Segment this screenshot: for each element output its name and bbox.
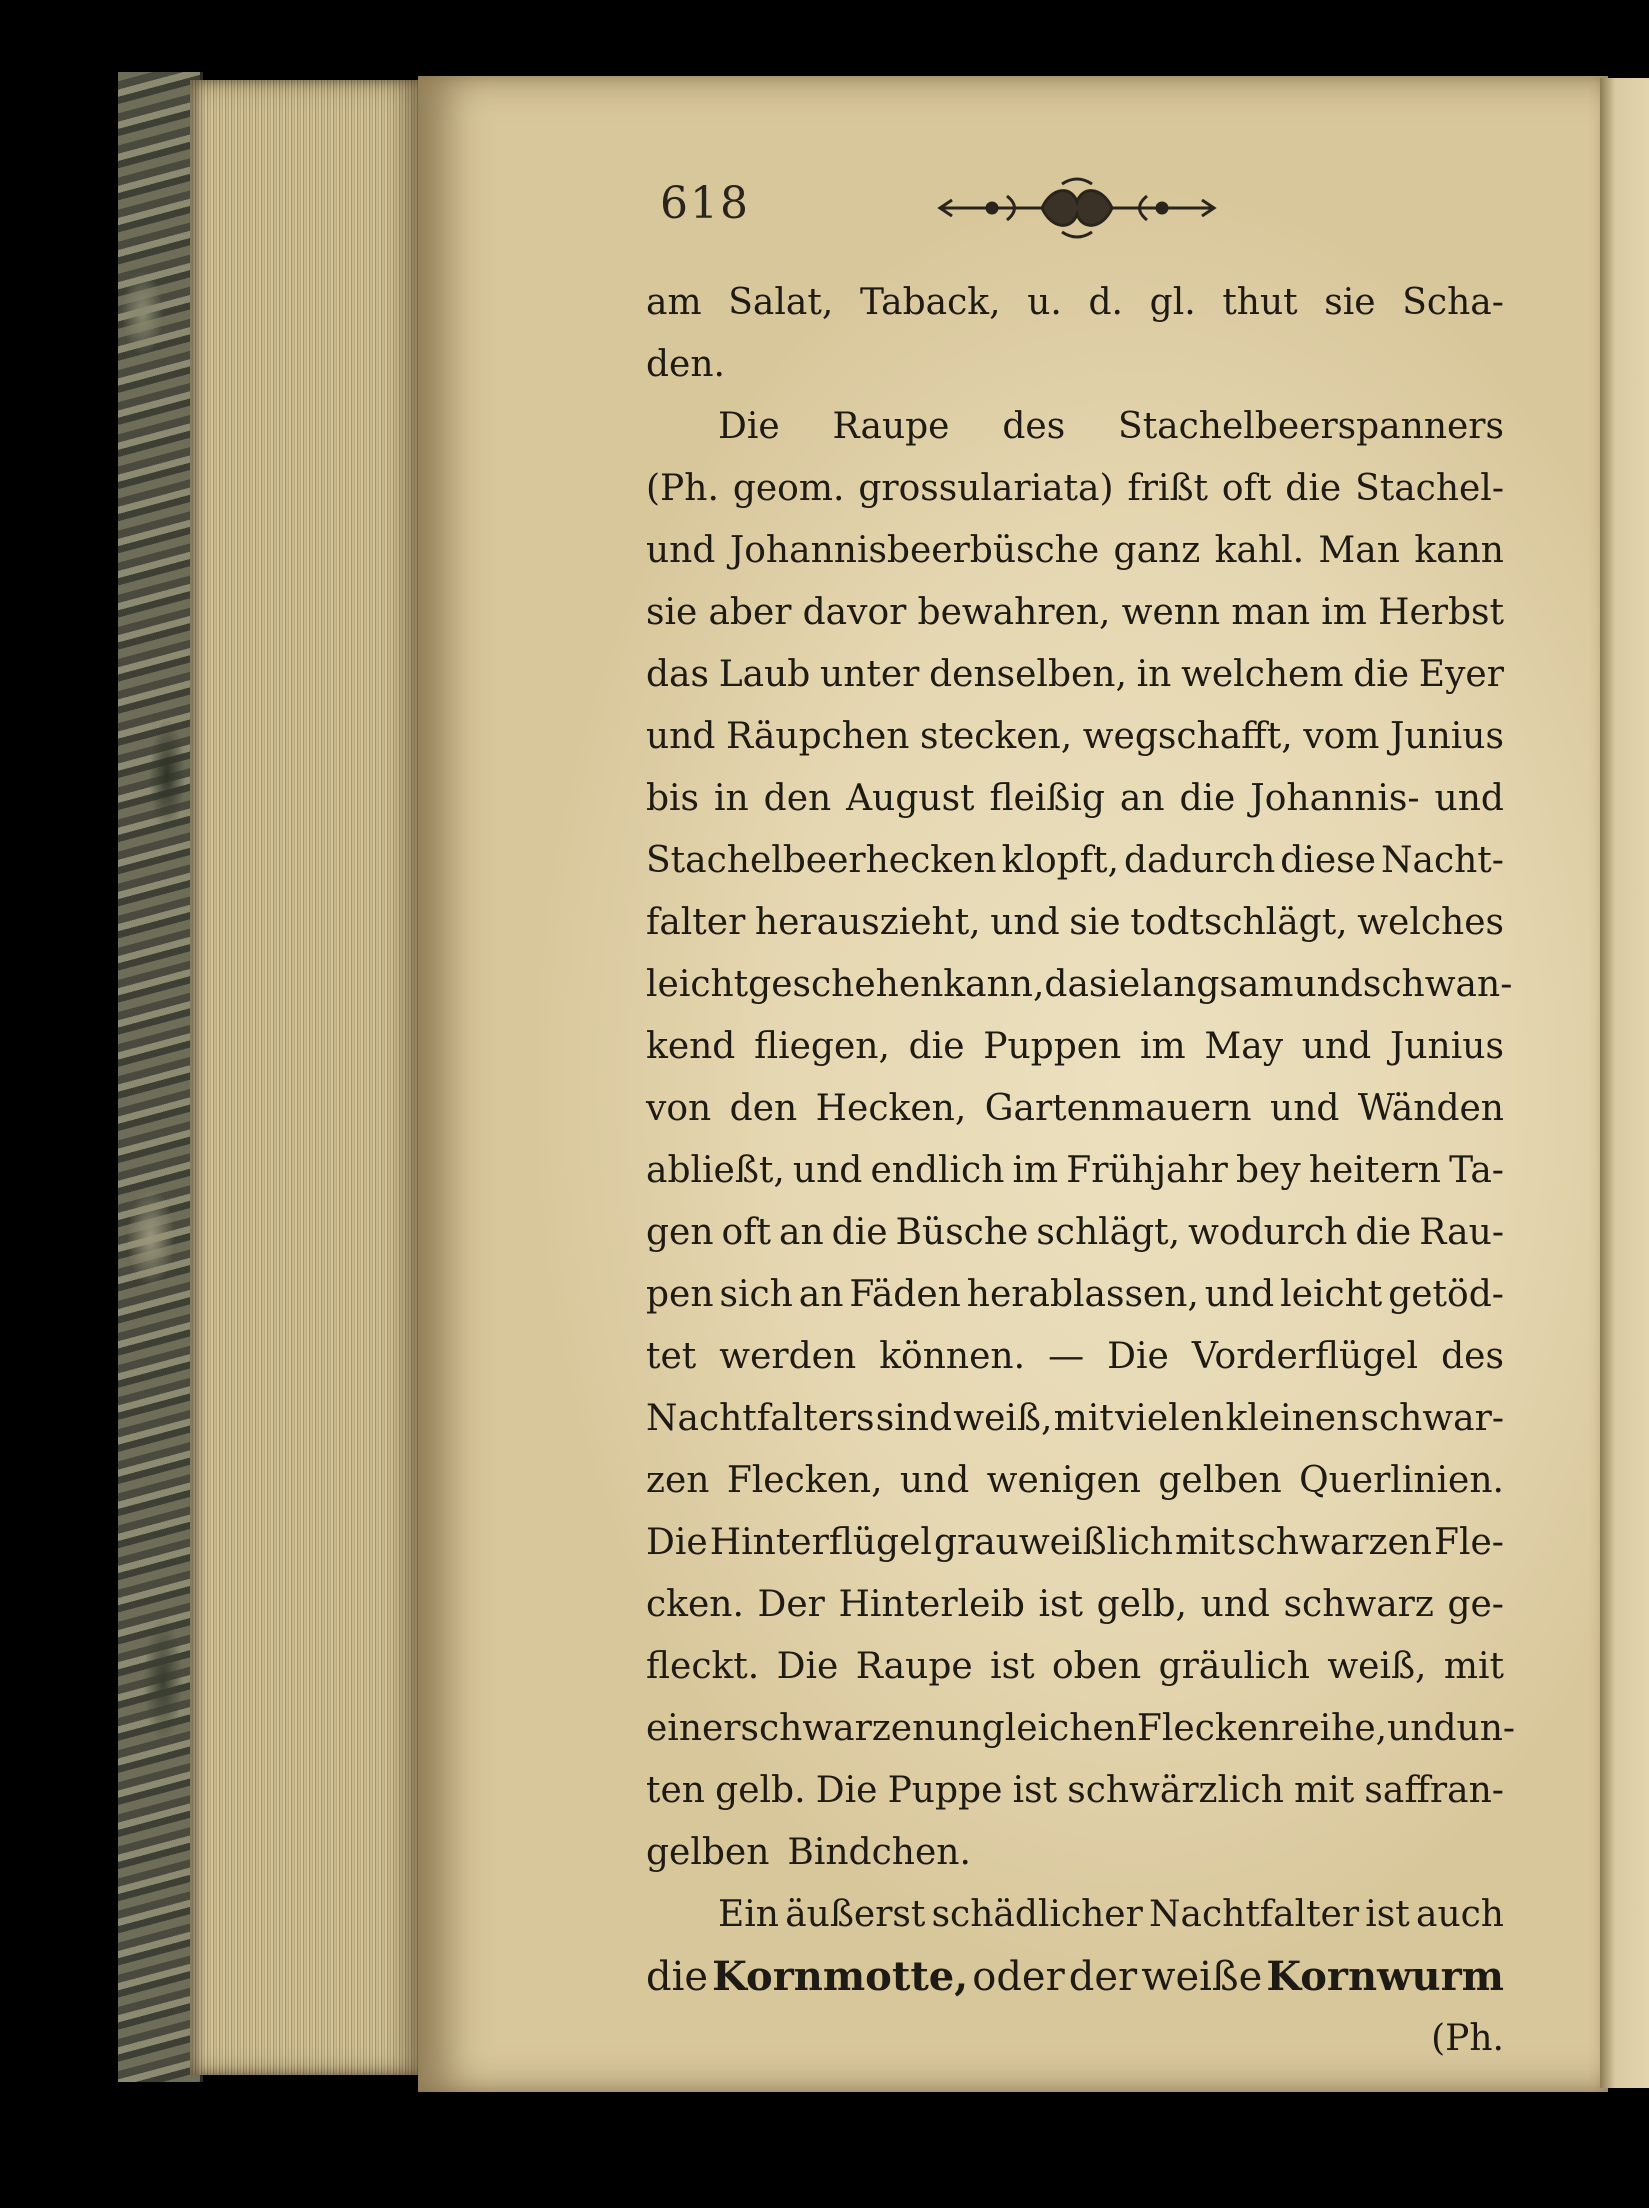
word: un- bbox=[1456, 1708, 1516, 1749]
word: fleißig bbox=[989, 778, 1105, 819]
text-line bbox=[646, 1016, 1504, 1078]
word: die bbox=[1179, 778, 1236, 819]
word: den bbox=[763, 778, 832, 819]
word: Vorderflügel bbox=[1191, 1336, 1419, 1377]
word: und bbox=[899, 1460, 970, 1501]
text-line bbox=[646, 1574, 1504, 1636]
word: oder bbox=[972, 1954, 1065, 2000]
word: und bbox=[1200, 1584, 1270, 1625]
word: getöd- bbox=[1388, 1274, 1504, 1315]
word: können. bbox=[879, 1336, 1026, 1377]
word: Man bbox=[1318, 530, 1400, 571]
word: die bbox=[1285, 468, 1342, 509]
word: und bbox=[1293, 964, 1363, 1005]
word: in bbox=[1136, 654, 1172, 695]
text-line bbox=[646, 892, 1504, 954]
word: schwan- bbox=[1362, 964, 1513, 1005]
word: herablassen, bbox=[966, 1274, 1199, 1315]
word: Die bbox=[646, 1522, 708, 1563]
word: ist bbox=[990, 1646, 1035, 1687]
word: gelben bbox=[646, 1832, 770, 1873]
word: an bbox=[1119, 778, 1165, 819]
word: Hinterleib bbox=[838, 1584, 1025, 1625]
word: Stachelbeerhecken bbox=[646, 840, 997, 881]
word: zen bbox=[646, 1460, 710, 1501]
word: Rau- bbox=[1419, 1212, 1504, 1253]
word: des bbox=[1441, 1336, 1504, 1377]
word: kann bbox=[1414, 530, 1504, 571]
word: heitern bbox=[1308, 1150, 1441, 1191]
text-line bbox=[646, 582, 1504, 644]
word: des bbox=[1002, 406, 1066, 447]
word: wodurch bbox=[1188, 1212, 1348, 1253]
word: tet bbox=[646, 1336, 697, 1377]
word: sie bbox=[1324, 282, 1376, 323]
word: oft bbox=[1221, 468, 1272, 509]
text-line bbox=[646, 1822, 1504, 1884]
word: langsam bbox=[1140, 964, 1294, 1005]
word: ten bbox=[646, 1770, 705, 1811]
word: welches bbox=[1357, 902, 1504, 943]
word: diese bbox=[1280, 840, 1376, 881]
word: schwarz bbox=[1283, 1584, 1434, 1625]
word: Nachtfalters bbox=[646, 1398, 875, 1439]
word: oft bbox=[721, 1212, 772, 1253]
word: fleckt. bbox=[646, 1646, 760, 1687]
text-line bbox=[646, 1636, 1504, 1698]
word: kend bbox=[646, 1026, 736, 1067]
word: schädlicher bbox=[931, 1894, 1143, 1935]
word: bis bbox=[646, 778, 700, 819]
word: gräulich bbox=[1158, 1646, 1310, 1687]
word: cken. bbox=[646, 1584, 744, 1625]
word: unter bbox=[820, 654, 920, 695]
word: Hecken, bbox=[815, 1088, 967, 1129]
word: Bindchen. bbox=[787, 1832, 971, 1873]
word: grauweißlich bbox=[933, 1522, 1173, 1563]
word: davor bbox=[802, 592, 907, 633]
word: sie bbox=[1069, 902, 1121, 943]
word: Stachel- bbox=[1355, 468, 1504, 509]
word: gelb, bbox=[1096, 1584, 1187, 1625]
word: weiße bbox=[1141, 1954, 1263, 2000]
word: Frühjahr bbox=[1066, 1150, 1228, 1191]
word: Laub bbox=[718, 654, 811, 695]
word: Fle- bbox=[1434, 1522, 1504, 1563]
word: leicht bbox=[1280, 1274, 1383, 1315]
word: Nachtfalter bbox=[1149, 1894, 1360, 1935]
word: Nacht- bbox=[1381, 840, 1504, 881]
word: wegschafft, bbox=[1082, 716, 1293, 757]
ornament-vignette-icon bbox=[932, 172, 1222, 242]
word: Ein bbox=[718, 1894, 779, 1935]
word: Junius bbox=[1389, 716, 1504, 757]
word: gelben bbox=[1158, 1460, 1282, 1501]
word: Johannisbeerbüsche bbox=[729, 530, 1100, 571]
word: leicht bbox=[646, 964, 749, 1005]
word: und bbox=[990, 902, 1060, 943]
text-line bbox=[646, 768, 1504, 830]
word: grossulariata) bbox=[858, 468, 1114, 509]
word: ist bbox=[1365, 1894, 1410, 1935]
word: Wänden bbox=[1357, 1088, 1504, 1129]
word: geschehen bbox=[748, 964, 944, 1005]
word: schwarzen bbox=[1237, 1522, 1432, 1563]
word: (Ph. bbox=[1431, 2018, 1504, 2059]
word: sind bbox=[875, 1398, 953, 1439]
word: und bbox=[1270, 1088, 1340, 1129]
word: stecken, bbox=[920, 716, 1073, 757]
word: die bbox=[1353, 654, 1410, 695]
word: thut bbox=[1222, 282, 1298, 323]
word: todtschlägt, bbox=[1130, 902, 1348, 943]
word: im bbox=[1012, 1150, 1059, 1191]
word: die bbox=[646, 1954, 709, 2000]
page-number: 618 bbox=[660, 178, 750, 229]
word: am bbox=[646, 282, 702, 323]
word: bey bbox=[1236, 1150, 1301, 1191]
text-line bbox=[646, 334, 1504, 396]
word: August bbox=[846, 778, 975, 819]
word: den. bbox=[646, 344, 725, 385]
word: gen bbox=[646, 1212, 714, 1253]
word: den bbox=[729, 1088, 798, 1129]
word: weiß, bbox=[1327, 1646, 1427, 1687]
word: Taback, bbox=[859, 282, 1001, 323]
word: Hinterflügel bbox=[709, 1522, 932, 1563]
text-line bbox=[646, 1760, 1504, 1822]
word: klopft, bbox=[1001, 840, 1119, 881]
word: sie bbox=[1088, 964, 1141, 1005]
word: Querlinien. bbox=[1299, 1460, 1504, 1501]
word: (Ph. bbox=[646, 468, 719, 509]
text-line bbox=[646, 644, 1504, 706]
word: ge- bbox=[1447, 1584, 1504, 1625]
word: Die bbox=[1107, 1336, 1169, 1377]
word: an bbox=[798, 1274, 844, 1315]
word: Der bbox=[757, 1584, 825, 1625]
text-line bbox=[646, 1698, 1516, 1760]
word: der bbox=[1068, 1954, 1138, 2000]
word: — bbox=[1048, 1336, 1085, 1377]
word: Stachelbeerspanners bbox=[1118, 406, 1504, 447]
word: kann, bbox=[943, 964, 1045, 1005]
text-line bbox=[646, 706, 1504, 768]
word: wenigen bbox=[986, 1460, 1141, 1501]
word: werden bbox=[719, 1336, 857, 1377]
word: und bbox=[1204, 1274, 1275, 1315]
word: Büsche bbox=[895, 1212, 1029, 1253]
word: Puppen bbox=[983, 1026, 1122, 1067]
word: geom. bbox=[732, 468, 845, 509]
word: welchem bbox=[1181, 654, 1344, 695]
text-line bbox=[646, 1450, 1504, 1512]
body-text bbox=[646, 272, 1516, 2070]
word: schwarzen bbox=[740, 1708, 936, 1749]
word: in bbox=[714, 778, 749, 819]
word: falter bbox=[646, 902, 746, 943]
text-line bbox=[646, 272, 1504, 334]
word: ist bbox=[1012, 1770, 1058, 1811]
word: schwar- bbox=[1360, 1398, 1504, 1439]
word: Raupe bbox=[832, 406, 950, 447]
word: und bbox=[646, 716, 716, 757]
word: Die bbox=[718, 406, 780, 447]
word: Raupe bbox=[855, 1646, 973, 1687]
word: im bbox=[1321, 592, 1367, 633]
word: einer bbox=[646, 1708, 741, 1749]
word: Fleckenreihe, bbox=[1136, 1708, 1388, 1749]
word: das bbox=[646, 654, 709, 695]
word: äußerst bbox=[785, 1894, 926, 1935]
word: mit bbox=[1174, 1522, 1236, 1563]
word: wenn bbox=[1121, 592, 1221, 633]
text-line bbox=[646, 1388, 1504, 1450]
word: vielen bbox=[1115, 1398, 1225, 1439]
word: sich bbox=[719, 1274, 793, 1315]
word: denselben, bbox=[929, 654, 1127, 695]
word: Eyer bbox=[1418, 654, 1504, 695]
word: Salat, bbox=[728, 282, 834, 323]
text-line bbox=[646, 954, 1513, 1016]
text-line bbox=[646, 1326, 1504, 1388]
word: Kornmotte, bbox=[712, 1953, 969, 2000]
word: schlägt, bbox=[1036, 1212, 1181, 1253]
word: Junius bbox=[1389, 1026, 1504, 1067]
word: herauszieht, bbox=[754, 902, 981, 943]
word: u. bbox=[1027, 282, 1062, 323]
word: gl. bbox=[1149, 282, 1196, 323]
word: und bbox=[1301, 1026, 1372, 1067]
word: Puppe bbox=[887, 1770, 1003, 1811]
word: Die bbox=[815, 1770, 878, 1811]
word: bewahren, bbox=[917, 592, 1111, 633]
next-page-edge bbox=[1600, 78, 1649, 2088]
page-edges bbox=[190, 80, 426, 2075]
word: endlich bbox=[870, 1150, 1005, 1191]
text-line bbox=[646, 1946, 1504, 2008]
word: mit bbox=[1294, 1770, 1355, 1811]
word: vom bbox=[1303, 716, 1380, 757]
word: da bbox=[1044, 964, 1089, 1005]
text-line bbox=[646, 1140, 1504, 1202]
text-line bbox=[646, 458, 1504, 520]
word: abließt, bbox=[646, 1150, 785, 1191]
text-line bbox=[646, 1264, 1504, 1326]
word: an bbox=[779, 1212, 824, 1253]
text-line bbox=[646, 1078, 1504, 1140]
word: von bbox=[646, 1088, 712, 1129]
word: Ta- bbox=[1449, 1150, 1504, 1191]
word: mit bbox=[1053, 1398, 1114, 1439]
word: die bbox=[908, 1026, 965, 1067]
word: May bbox=[1204, 1026, 1284, 1067]
word: Die bbox=[776, 1646, 839, 1687]
word: im bbox=[1139, 1026, 1186, 1067]
word: und bbox=[1387, 1708, 1457, 1749]
word: ganz bbox=[1113, 530, 1201, 571]
word: kahl. bbox=[1214, 530, 1305, 571]
word: auch bbox=[1415, 1894, 1504, 1935]
word: oben bbox=[1051, 1646, 1142, 1687]
word: die bbox=[1355, 1212, 1412, 1253]
text-line bbox=[646, 2008, 1504, 2070]
text-line bbox=[646, 1202, 1504, 1264]
word: pen bbox=[646, 1274, 714, 1315]
text-line bbox=[646, 520, 1504, 582]
word: Flecken, bbox=[726, 1460, 883, 1501]
word: d. bbox=[1088, 282, 1123, 323]
word: Johannis- bbox=[1250, 778, 1420, 819]
word: dadurch bbox=[1123, 840, 1276, 881]
word: ist bbox=[1038, 1584, 1084, 1625]
text-line bbox=[646, 1884, 1504, 1946]
word: weiß, bbox=[953, 1398, 1053, 1439]
word: Gartenmauern bbox=[984, 1088, 1252, 1129]
word: Kornwurm bbox=[1266, 1953, 1504, 2000]
word: mit bbox=[1443, 1646, 1504, 1687]
word: frißt bbox=[1127, 468, 1208, 509]
word: ungleichen bbox=[935, 1708, 1137, 1749]
page-header bbox=[660, 172, 1240, 242]
word: gelb. bbox=[715, 1770, 806, 1811]
text-line bbox=[646, 830, 1504, 892]
word: kleinen bbox=[1225, 1398, 1360, 1439]
word: sie bbox=[646, 592, 698, 633]
word: man bbox=[1231, 592, 1311, 633]
word: die bbox=[831, 1212, 888, 1253]
word: schwärzlich bbox=[1067, 1770, 1284, 1811]
word: und bbox=[646, 530, 716, 571]
text-line bbox=[646, 1512, 1504, 1574]
word: Räupchen bbox=[725, 716, 910, 757]
word: saffran- bbox=[1364, 1770, 1504, 1811]
word: Fäden bbox=[849, 1274, 961, 1315]
word: und bbox=[1434, 778, 1504, 819]
text-line bbox=[646, 396, 1504, 458]
word: und bbox=[792, 1150, 863, 1191]
word: Herbst bbox=[1378, 592, 1504, 633]
word: aber bbox=[708, 592, 792, 633]
word: Scha- bbox=[1402, 282, 1504, 323]
word: fliegen, bbox=[754, 1026, 890, 1067]
